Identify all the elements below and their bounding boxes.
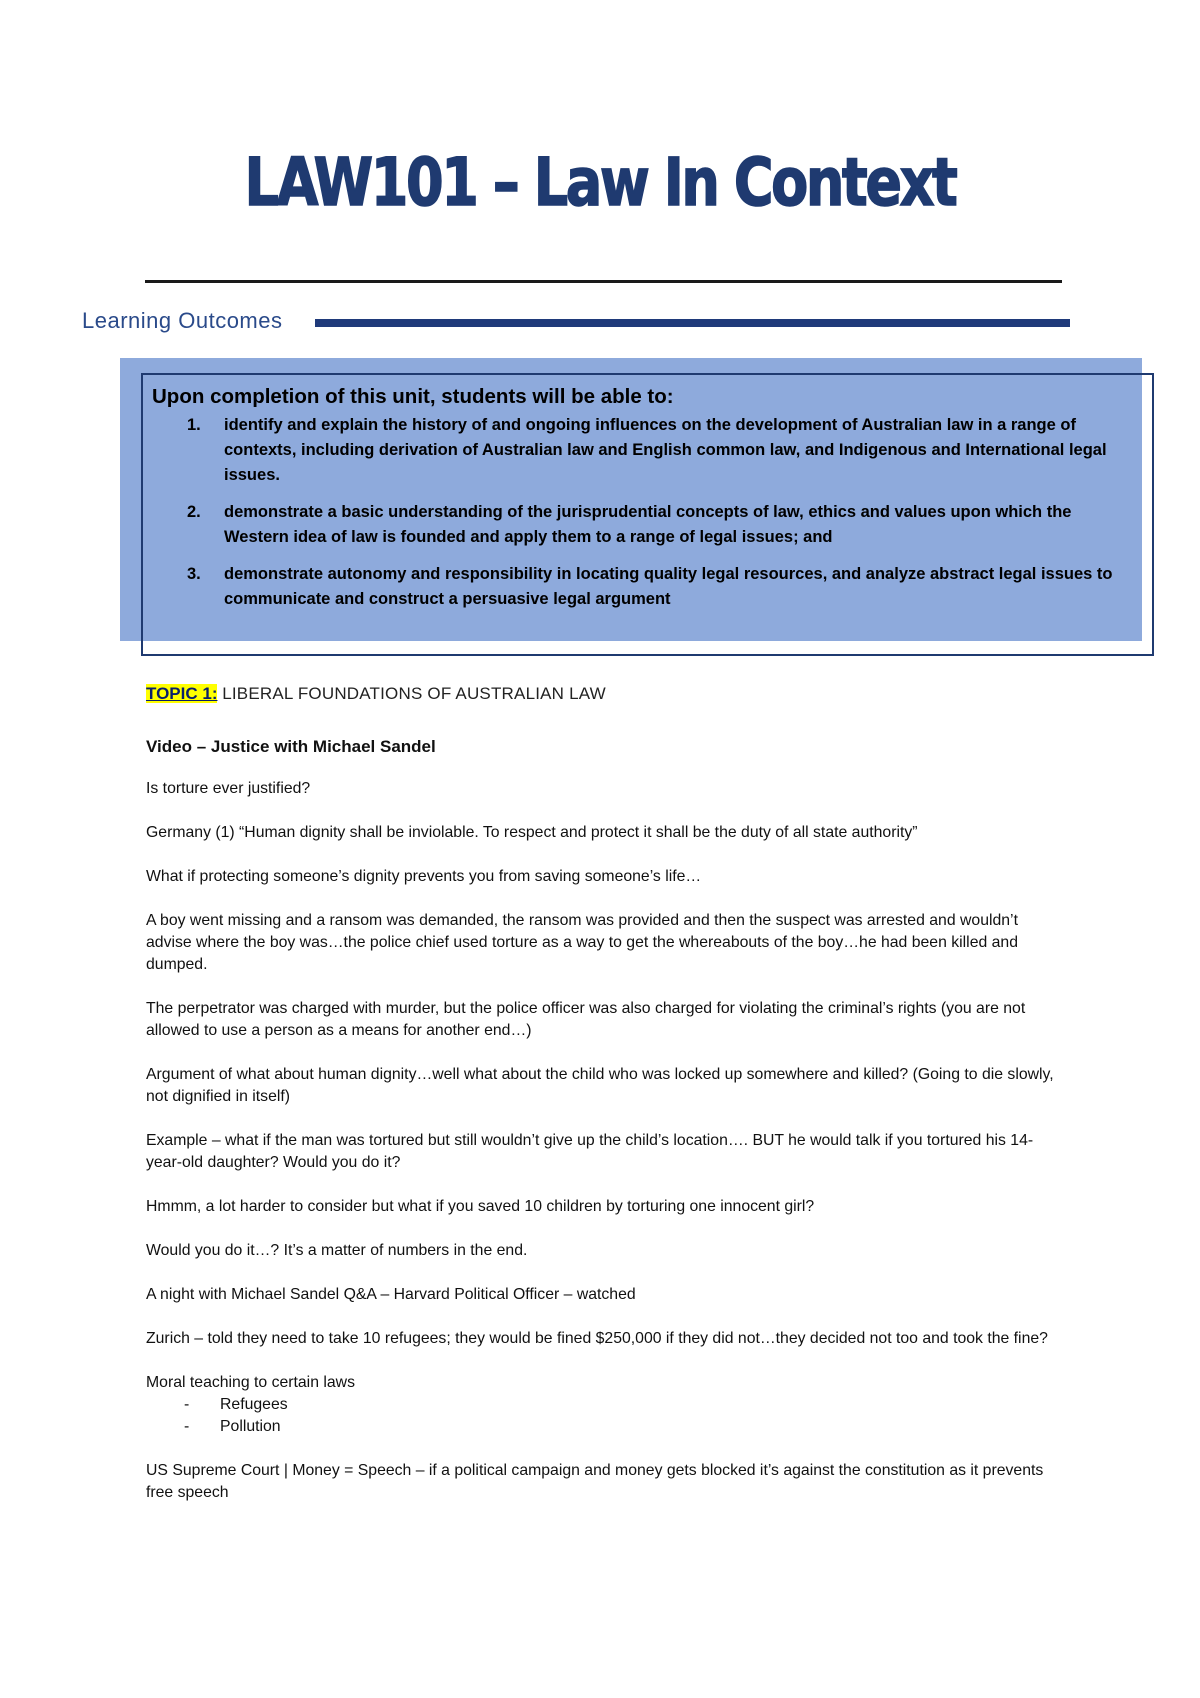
bullet-list <box>146 1394 1066 1438</box>
outcome-number: 1. <box>187 416 201 434</box>
learning-outcomes-heading: Learning Outcomes <box>82 308 283 333</box>
moral-teaching-intro: Moral teaching to certain laws <box>146 1374 355 1391</box>
list-item-text: Refugees <box>220 1396 288 1413</box>
outcomes-intro: Upon completion of this unit, students will be able to: <box>152 385 674 408</box>
dash-bullet: - <box>184 1396 190 1413</box>
paragraph: A night with Michael Sandel Q&A – Harvard Political Officer – watched <box>146 1286 636 1303</box>
paragraph: What if protecting someone’s dignity prevents you from saving someone’s life… <box>146 868 702 885</box>
learning-outcomes-box <box>152 385 1132 624</box>
paragraph: Hmmm, a lot harder to consider but what if you saved 10 children by torturing one innocent girl? <box>146 1198 815 1215</box>
list-item-text: Pollution <box>220 1418 281 1435</box>
section-heading-bar <box>315 319 1070 327</box>
list-item <box>146 1416 1066 1438</box>
paragraph: A boy went missing and a ransom was demanded, the ransom was provided and then the suspect was arrested and wouldn’t advise where the boy was…the police chief used torture as a way to get the whereabouts of the boy…he had been killed and dumped. <box>146 912 1019 973</box>
paragraph: Zurich – told they need to take 10 refugees; they would be fined $250,000 if they did not…they decided not too and took the fine? <box>146 1330 1048 1347</box>
outcome-item <box>152 500 1132 550</box>
paragraph: Germany (1) “Human dignity shall be inviolable. To respect and protect it shall be the duty of all state authority” <box>146 824 918 841</box>
paragraph: Is torture ever justified? <box>146 780 311 797</box>
dash-bullet: - <box>184 1418 190 1435</box>
paragraph: Would you do it…? It’s a matter of numbers in the end. <box>146 1242 528 1259</box>
outcome-number: 2. <box>187 503 201 521</box>
document-title: LAW101 – Law In Context <box>244 144 956 221</box>
topic-heading <box>146 684 606 704</box>
outcome-item <box>152 562 1132 612</box>
paragraph: The perpetrator was charged with murder, but the police officer was also charged for violating the criminal’s rights (you are not allowed to use a person as a means for another end…) <box>146 1000 1026 1039</box>
topic-tag: TOPIC 1: <box>146 684 218 703</box>
outcome-number: 3. <box>187 565 201 583</box>
topic-title: LIBERAL FOUNDATIONS OF AUSTRALIAN LAW <box>222 684 606 703</box>
paragraph: US Supreme Court | Money = Speech – if a political campaign and money gets blocked it’s against the constitution as it prevents free speech <box>146 1462 1044 1501</box>
title-divider <box>145 280 1062 283</box>
moral-teaching-block <box>146 1372 1066 1438</box>
outcome-text: identify and explain the history of and ongoing influences on the development of Australian law in a range of contexts, including derivation of Australian law and English common law, and Indigenous and International legal issues. <box>224 416 1107 484</box>
outcome-text: demonstrate autonomy and responsibility in locating quality legal resources, and analyze abstract legal issues to communicate and construct a persuasive legal argument <box>224 565 1113 608</box>
notes-body <box>146 736 1066 1526</box>
video-heading: Video – Justice with Michael Sandel <box>146 737 436 756</box>
outcome-item <box>152 413 1132 488</box>
outcome-text: demonstrate a basic understanding of the jurisprudential concepts of law, ethics and values upon which the Western idea of law is founded and apply them to a range of legal issues; and <box>224 503 1072 546</box>
paragraph: Example – what if the man was tortured but still wouldn’t give up the child’s location…. BUT he would talk if you tortured his 14-year-old daughter? Would you do it? <box>146 1132 1034 1171</box>
list-item <box>146 1394 1066 1416</box>
paragraph: Argument of what about human dignity…well what about the child who was locked up somewhere and killed? (Going to die slowly, not dignified in itself) <box>146 1066 1054 1105</box>
